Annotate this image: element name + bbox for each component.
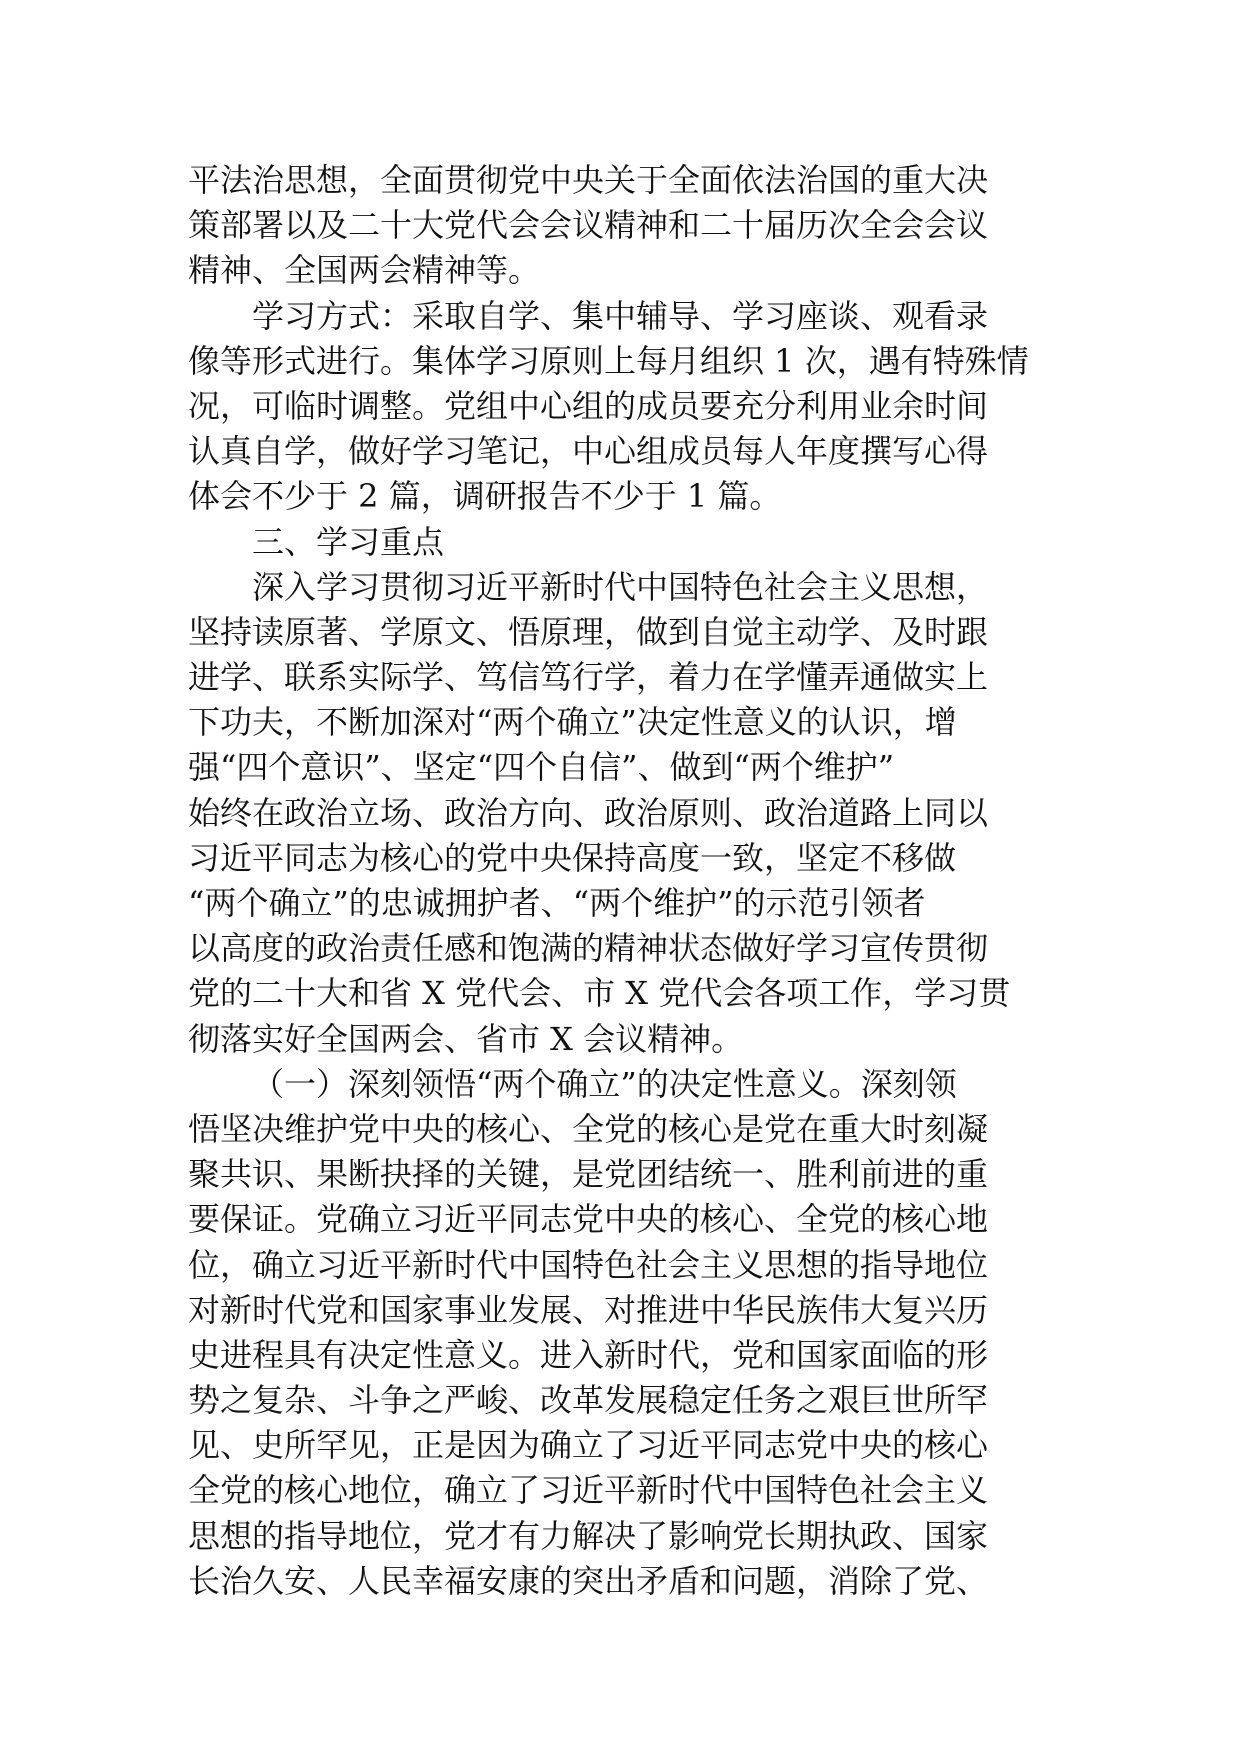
section-heading: 三、学习重点 [252, 522, 445, 561]
paragraph-first-line: 学习方式：采取自学、集中辅导、学习座谈、观看录 [252, 296, 989, 335]
text-line: 始终在政治立场、政治方向、政治原则、政治道路上同以 [188, 793, 989, 832]
text-line: 强“四个意识”、坚定“四个自信”、做到“两个维护” [188, 748, 895, 787]
paragraph-first-line: 深入学习贯彻习近平新时代中国特色社会主义思想， [252, 567, 989, 606]
text-line: 认真自学，做好学习笔记，中心组成员每人年度撰写心得 [188, 432, 989, 471]
text-line: 见、史所罕见，正是因为确立了习近平同志党中央的核心 [188, 1426, 989, 1465]
text-line: 平法治思想，全面贯彻党中央关于全面依法治国的重大决 [188, 161, 989, 199]
text-line: 悟坚决维护党中央的核心、全党的核心是党在重大时刻凝 [188, 1109, 989, 1148]
text-line: 习近平同志为核心的党中央保持高度一致，坚定不移做 [188, 838, 957, 877]
text-line: 聚共识、果断抉择的关键，是党团结统一、胜利前进的重 [188, 1155, 989, 1194]
text-line: 彻落实好全国两会、省市 X 会议精神。 [188, 1019, 744, 1058]
text-line: 况，可临时调整。党组中心组的成员要充分利用业余时间 [188, 386, 989, 425]
text-line: 势之复杂、斗争之严峻、改革发展稳定任务之艰巨世所罕 [188, 1381, 989, 1420]
text-line: 思想的指导地位，党才有力解决了影响党长期执政、国家 [188, 1516, 989, 1555]
text-line: 下功夫，不断加深对“两个确立”决定性意义的认识，增 [188, 703, 957, 742]
text-line: 体会不少于 2 篇，调研报告不少于 1 篇。 [188, 477, 782, 516]
document-body [188, 158, 1068, 1604]
text-line: 策部署以及二十大党代会会议精神和二十届历次全会会议 [188, 206, 989, 245]
text-line: 精神、全国两会精神等。 [188, 251, 541, 290]
text-line: 全党的核心地位，确立了习近平新时代中国特色社会主义 [188, 1471, 989, 1510]
text-line: 对新时代党和国家事业发展、对推进中华民族伟大复兴历 [188, 1290, 989, 1329]
text-line: 要保证。党确立习近平同志党中央的核心、全党的核心地 [188, 1200, 989, 1239]
text-line: 进学、联系实际学、笃信笃行学，着力在学懂弄通做实上 [188, 658, 989, 697]
text-line: 像等形式进行。集体学习原则上每月组织 1 次，遇有特殊情 [188, 341, 1029, 380]
text-line: 史进程具有决定性意义。进入新时代，党和国家面临的形 [188, 1335, 989, 1374]
text-line: 党的二十大和省 X 党代会、市 X 党代会各项工作，学习贯 [188, 974, 1011, 1013]
subsection-first-line: （一）深刻领悟“两个确立”的决定性意义。深刻领 [252, 1064, 957, 1103]
text-line: “两个确立”的忠诚拥护者、“两个维护”的示范引领者 [188, 884, 926, 922]
text-line: 位，确立习近平新时代中国特色社会主义思想的指导地位 [188, 1245, 989, 1284]
text-line: 长治久安、人民幸福安康的突出矛盾和问题，消除了党、 [188, 1561, 989, 1600]
text-line: 坚持读原著、学原文、悟原理，做到自觉主动学、及时跟 [188, 612, 989, 651]
text-line: 以高度的政治责任感和饱满的精神状态做好学习宣传贯彻 [188, 929, 989, 968]
